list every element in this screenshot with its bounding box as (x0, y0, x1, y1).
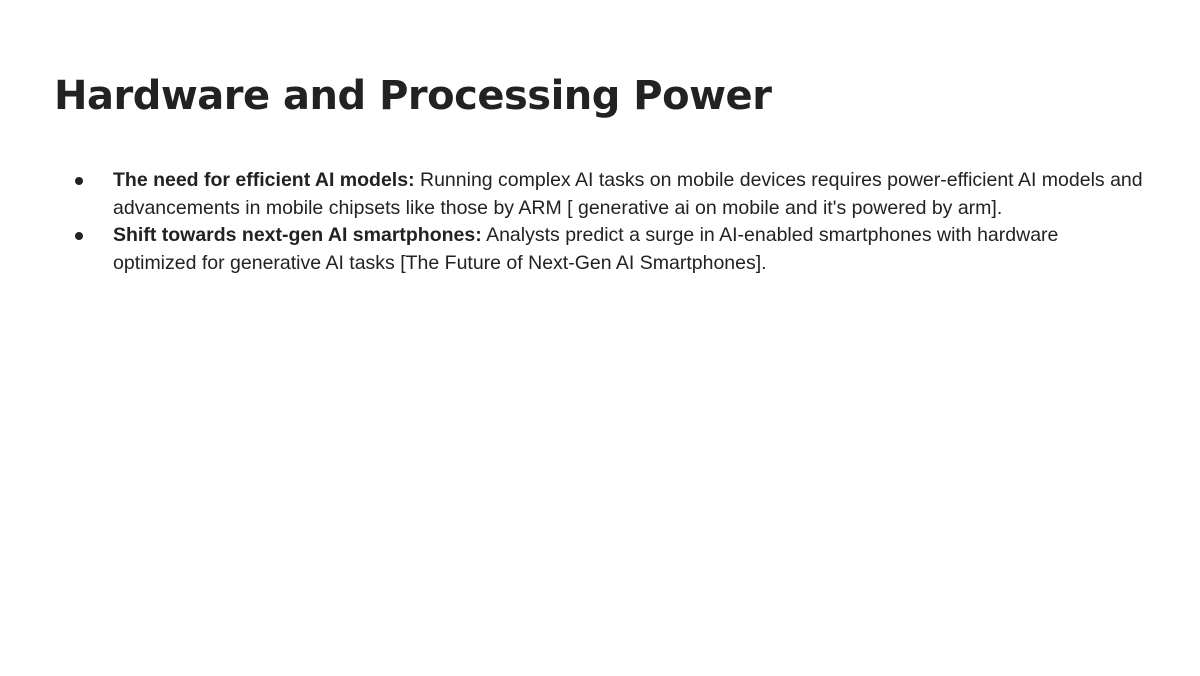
bullet-item-next-gen-smartphones (73, 222, 1143, 277)
bullet-lead: Shift towards next-gen AI smartphones: (113, 224, 482, 246)
bullet-list (73, 167, 1143, 277)
slide-title: Hardware and Processing Power (54, 73, 772, 119)
bullet-text: Running complex AI tasks on mobile devices requires power-efficient AI models and advancements in mobile chipsets like those by ARM [ generative ai on mobile and it's powered by arm]. (113, 169, 1143, 219)
bullet-dot-icon (75, 232, 83, 240)
bullet-dot-icon (75, 177, 83, 185)
bullet-lead: The need for efficient AI models: (113, 169, 415, 191)
bullet-text: Analysts predict a surge in AI-enabled smartphones with hardware optimized for generative AI tasks [The Future of Next-Gen AI Smartphones]. (113, 224, 1059, 274)
bullet-item-efficient-ai-models (73, 167, 1143, 222)
